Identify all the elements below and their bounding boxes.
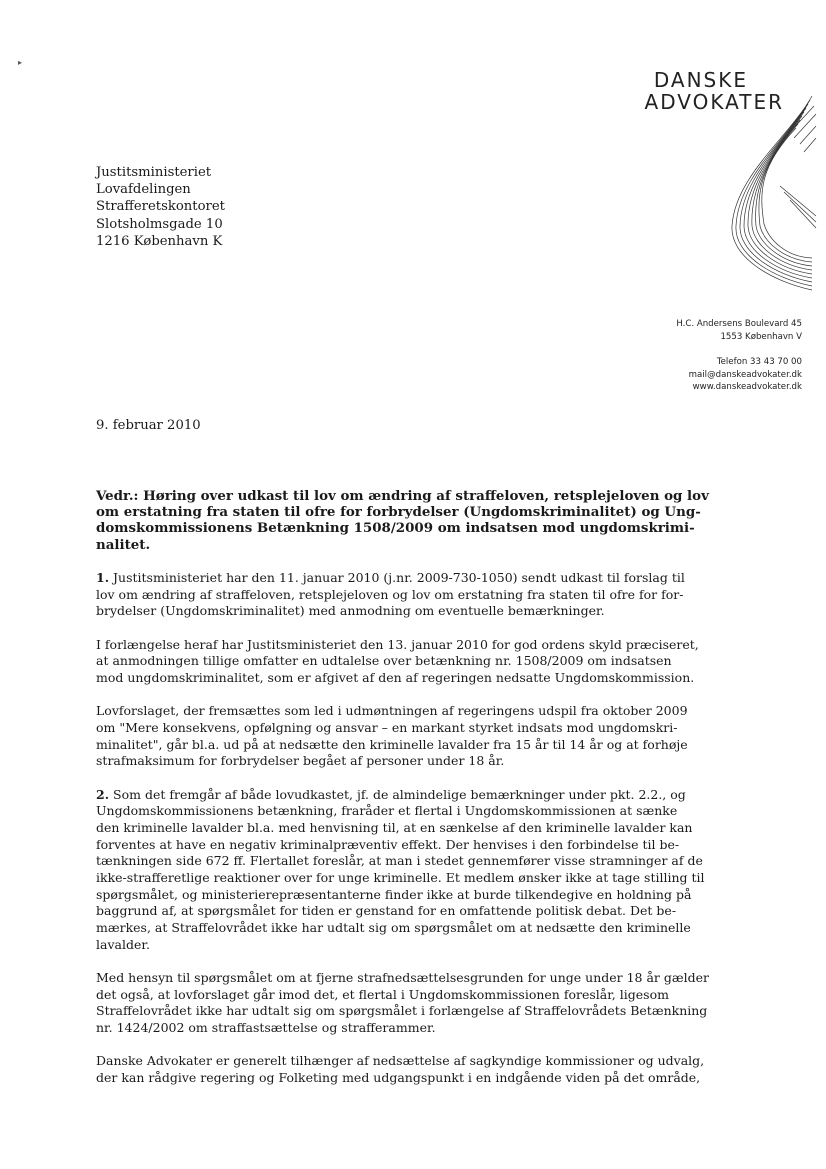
paragraph-text: tænkningen side 672 ff. Flertallet foreslår, at man i stedet gennemfører visse stramninger af de	[96, 853, 703, 869]
paragraph-line	[96, 737, 710, 754]
paragraph-text: spørgsmålet, og ministerierepræsentanterne finder ikke at burde tilkendegive en holdning på	[96, 886, 692, 902]
paragraph-line	[96, 920, 710, 937]
paragraph-text: baggrund af, at spørgsmålet for tiden er genstand for en omfattende politisk debat. Det be-	[96, 903, 677, 919]
paragraph-text: ikke-strafferetlige reaktioner over for unge kriminelle. Et medlem ønsker ikke at tage stilling til	[96, 870, 705, 886]
paragraph-text: Ungdomskommissionens betænkning, fraråder et flertal i Ungdomskommissionen at sænke	[96, 803, 678, 819]
letter-date: 9. februar 2010	[96, 418, 201, 433]
paragraph-line	[96, 570, 710, 587]
paragraph-text: Justitsministeriet har den 11. januar 2010 (j.nr. 2009-730-1050) sendt udkast til forslag til	[109, 570, 685, 585]
paragraph-line	[96, 803, 710, 820]
paragraph-line	[96, 1020, 710, 1037]
sender-email: mail@danskeadvokater.dk	[688, 369, 802, 380]
sender-phone: Telefon 33 43 70 00	[716, 357, 802, 368]
paragraph-number: 1.	[96, 570, 110, 585]
paragraph-line	[96, 753, 710, 770]
paragraph-line	[96, 1070, 710, 1087]
paragraph-text: Lovforslaget, der fremsættes som led i udmøntningen af regeringens udspil fra oktober 2009	[96, 703, 688, 719]
paragraph-line	[96, 587, 710, 604]
paragraph-line	[96, 720, 710, 737]
paragraph-line	[96, 870, 710, 887]
body-paragraph	[96, 637, 710, 687]
subject-line: domskommissionens Betænkning 1508/2009 om indsatsen mod ungdomskrimi-	[96, 520, 695, 537]
recipient-line: Slotsholmsgade 10	[96, 216, 223, 232]
paragraph-line	[96, 1053, 710, 1070]
paragraph-line	[96, 637, 710, 654]
paragraph-text: strafmaksimum for forbrydelser begået af personer under 18 år.	[96, 753, 505, 769]
paragraph-text: brydelser (Ungdomskriminalitet) med anmodning om eventuelle bemærkninger.	[96, 603, 605, 619]
scan-mark: ▸	[18, 58, 23, 67]
paragraph-line	[96, 970, 710, 987]
recipient-line: Justitsministeriet	[96, 165, 212, 180]
logo	[640, 66, 818, 298]
subject-line: om erstatning fra staten til ofre for forbrydelser (Ungdomskriminalitet) og Ung-	[96, 504, 701, 521]
sender-address-line: 1553 København V	[720, 331, 802, 342]
body-paragraph	[96, 1053, 710, 1086]
letter-body	[96, 570, 710, 1103]
paragraph-line	[96, 820, 710, 837]
paragraph-line	[96, 653, 710, 670]
paragraph-text: forventes at have en negativ kriminalpræventiv effekt. Der henvises i den forbindelse til be-	[96, 836, 680, 852]
paragraph-text: Som det fremgår af både lovudkastet, jf. de almindelige bemærkninger under pkt. 2.2., og	[109, 786, 686, 802]
recipient-line: 1216 København K	[96, 233, 223, 249]
paragraph-line	[96, 670, 710, 687]
paragraph-text: der kan rådgive regering og Folketing med udgangspunkt i en indgående viden på det område,	[96, 1070, 701, 1086]
paragraph-line	[96, 887, 710, 904]
logo-text-line1: DANSKE	[653, 68, 748, 92]
subject-line: nalitet.	[96, 536, 151, 553]
paragraph-text: at anmodningen tillige omfatter en udtalelse over betænkning nr. 1508/2009 om indsatsen	[96, 653, 672, 669]
subject-line: Vedr.: Høring over udkast til lov om ændring af straffeloven, retsplejeloven og lov	[96, 488, 709, 504]
paragraph-text: den kriminelle lavalder bl.a. med henvisning til, at en sænkelse af den kriminelle lavalder kan	[96, 819, 693, 835]
paragraph-text: mod ungdomskriminalitet, som er afgivet af den af regeringen nedsatte Ungdomskommission.	[96, 670, 695, 686]
paragraph-line	[96, 837, 710, 854]
body-paragraph	[96, 703, 710, 770]
paragraph-text: mærkes, at Straffelovrådet ikke har udtalt sig om spørgsmålet om at nedsætte den kriminelle	[96, 920, 691, 936]
paragraph-text: I forlængelse heraf har Justitsministeriet den 13. januar 2010 for god ordens skyld præciseret,	[96, 636, 699, 652]
body-paragraph	[96, 787, 710, 954]
sender-website: www.danskeadvokater.dk	[692, 382, 802, 393]
sender-address-line: H.C. Andersens Boulevard 45	[676, 319, 802, 329]
recipient-line: Lovafdelingen	[96, 182, 191, 198]
paragraph-line	[96, 1003, 710, 1020]
paragraph-text: lavalder.	[96, 936, 150, 952]
paragraph-line	[96, 787, 710, 804]
paragraph-text: Straffelovrådet ikke har udtalt sig om spørgsmålet i forlængelse af Straffelovrådets Betænkning	[96, 1003, 708, 1019]
paragraph-line	[96, 903, 710, 920]
paragraph-text: Danske Advokater er generelt tilhænger af nedsættelse af sagkyndige kommissioner og udvalg,	[96, 1053, 705, 1069]
paragraph-text: minalitet", går bl.a. ud på at nedsætte den kriminelle lavalder fra 15 år til 14 år og at forhøje	[96, 736, 688, 752]
recipient-line: Strafferetskontoret	[96, 199, 225, 215]
paragraph-number: 2.	[96, 786, 110, 802]
paragraph-text: det også, at lovforslaget går imod det, et flertal i Ungdomskommissionen foreslår, ligesom	[96, 986, 669, 1002]
recipient-address	[96, 164, 225, 250]
paragraph-line	[96, 703, 710, 720]
paragraph-line	[96, 987, 710, 1004]
sender-contact-block	[676, 318, 802, 394]
paragraph-text: Med hensyn til spørgsmålet om at fjerne strafnedsættelsesgrunden for unge under 18 år gælder	[96, 970, 709, 986]
body-paragraph	[96, 970, 710, 1037]
paragraph-line	[96, 937, 710, 954]
paragraph-line	[96, 853, 710, 870]
body-paragraph	[96, 570, 710, 620]
paragraph-text: lov om ændring af straffeloven, retsplejeloven og lov om erstatning fra staten til ofre for for-	[96, 586, 684, 602]
paragraph-line	[96, 603, 710, 620]
subject-heading	[96, 488, 710, 553]
paragraph-text: nr. 1424/2002 om straffastsættelse og strafferammer.	[96, 1020, 436, 1036]
paragraph-text: om "Mere konsekvens, opfølgning og ansvar – en markant styrket indsats mod ungdomskri-	[96, 719, 678, 735]
logo-text-line2: ADVOKATER	[644, 90, 784, 114]
